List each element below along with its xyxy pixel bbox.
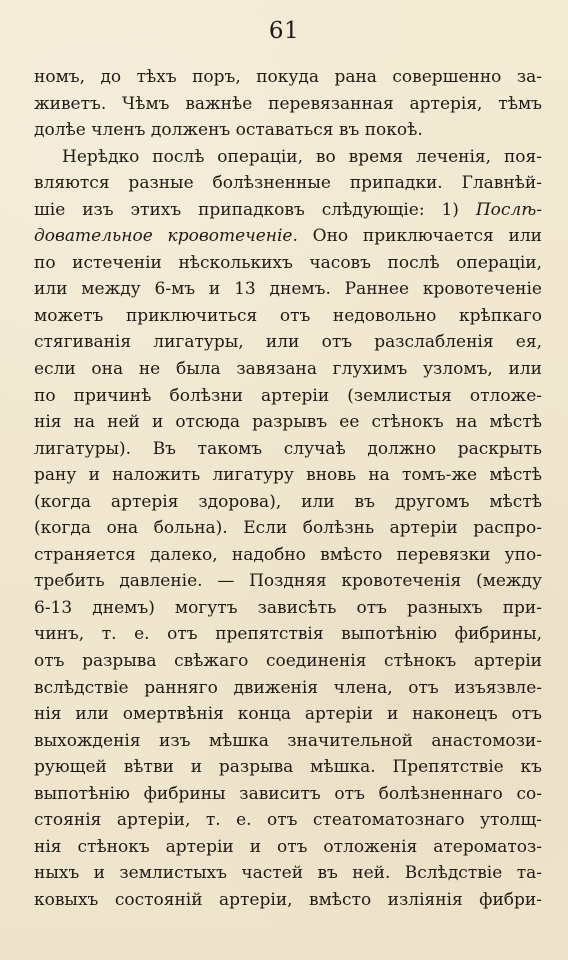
text-line-10 (34, 303, 542, 330)
text-fragment: ковыхъ состояній артеріи, вмѣсто изліянія фибри- (34, 889, 542, 910)
text-line-24 (34, 675, 542, 702)
text-fragment: лигатуры). Въ такомъ случаѣ должно раскрыть (34, 438, 542, 459)
text-fragment: ныхъ и землистыхъ частей въ ней. Вслѣдствіе та- (34, 863, 542, 884)
text-line-25 (34, 701, 542, 728)
text-fragment: требить давленіе. — Поздняя кровотеченія (между (34, 571, 542, 592)
text-fragment: 6-13 днемъ) могутъ зависѣть отъ разныхъ при- (34, 597, 542, 618)
text-line-18 (34, 515, 542, 542)
text-line-23 (34, 648, 542, 675)
text-fragment: (когда она больна). Если болѣзнь артеріи распро- (34, 518, 542, 539)
text-line-1 (34, 64, 542, 91)
text-fragment: отъ разрыва свѣжаго соединенія стѣнокъ артеріи (34, 651, 542, 672)
text-fragment: нія на ней и отсюда разрывъ ее стѣнокъ на мѣстѣ (34, 412, 542, 433)
text-line-28 (34, 781, 542, 808)
text-fragment: рану и наложить лигатуру вновь на томъ-же мѣстѣ (34, 465, 542, 486)
text-line-15 (34, 436, 542, 463)
text-line-7 (34, 223, 542, 250)
text-line-11 (34, 329, 542, 356)
text-line-2 (34, 91, 542, 118)
text-fragment: рующей вѣтви и разрыва мѣшка. Препятствіе къ (34, 757, 542, 778)
text-fragment: шіе изъ этихъ припадковъ слѣдующіе: 1) (34, 199, 476, 220)
text-fragment: нія стѣнокъ артеріи и отъ отложенія атероматоз- (34, 836, 542, 857)
text-line-27 (34, 754, 542, 781)
text-fragment: нія или омертвѣнія конца артеріи и наконецъ отъ (34, 704, 542, 725)
text-fragment: живетъ. Чѣмъ важнѣе перевязанная артерія, тѣмъ (34, 93, 542, 114)
text-line-9 (34, 276, 542, 303)
text-line-4 (34, 144, 542, 171)
text-fragment: (когда артерія здорова), или въ другомъ мѣстѣ (34, 491, 542, 512)
text-line-20 (34, 568, 542, 595)
text-line-30 (34, 834, 542, 861)
text-fragment: выхожденія изъ мѣшка значительной анастомози- (34, 730, 542, 751)
text-fragment: выпотѣнію фибрины зависитъ отъ болѣзненнаго со- (34, 783, 542, 804)
text-fragment: можетъ приключиться отъ недовольно крѣпкаго (34, 305, 542, 326)
page-text-block (34, 64, 542, 914)
text-line-3 (34, 117, 542, 144)
text-fragment: по истеченіи нѣсколькихъ часовъ послѣ операціи, (34, 252, 542, 273)
text-line-12 (34, 356, 542, 383)
text-line-19 (34, 542, 542, 569)
text-fragment: стоянія артеріи, т. е. отъ стеатоматознаго утолщ- (34, 810, 542, 831)
italic-fragment: Послѣ- (475, 199, 542, 220)
text-line-14 (34, 409, 542, 436)
text-fragment: номъ, до тѣхъ поръ, покуда рана совершенно за- (34, 67, 542, 87)
text-line-32 (34, 887, 542, 914)
text-line-31 (34, 860, 542, 887)
text-line-5 (34, 170, 542, 197)
text-fragment: Нерѣдко послѣ операціи, во время леченія, поя- (62, 146, 542, 167)
page-number: 61 (268, 18, 300, 44)
text-fragment: вляются разные болѣзненные припадки. Главнѣй- (34, 173, 542, 194)
text-fragment: или между 6-мъ и 13 днемъ. Раннее кровотеченіе (34, 279, 542, 300)
text-line-17 (34, 489, 542, 516)
text-fragment: чинъ, т. е. отъ препятствія выпотѣнію фибрины, (34, 624, 542, 645)
text-line-13 (34, 383, 542, 410)
text-line-22 (34, 621, 542, 648)
text-fragment: страняется далеко, надобно вмѣсто перевязки упо- (34, 544, 542, 565)
text-line-29 (34, 807, 542, 834)
text-fragment: вслѣдствіе ранняго движенія члена, отъ изъязвле- (34, 677, 542, 698)
text-line-8 (34, 250, 542, 277)
text-fragment: долѣе членъ долженъ оставаться въ покоѣ. (34, 120, 423, 141)
text-line-26 (34, 728, 542, 755)
text-line-21 (34, 595, 542, 622)
text-line-16 (34, 462, 542, 489)
italic-fragment: довательное кровотеченіе. (34, 226, 298, 247)
text-fragment: Оно приключается или (297, 226, 542, 247)
text-fragment: по причинѣ болѣзни артеріи (землистыя отложе- (34, 385, 542, 406)
text-fragment: если она не была завязана глухимъ узломъ, или (34, 359, 542, 380)
text-fragment: стягиванія лигатуры, или отъ разслабленія ея, (34, 332, 542, 353)
text-line-6 (34, 197, 542, 224)
